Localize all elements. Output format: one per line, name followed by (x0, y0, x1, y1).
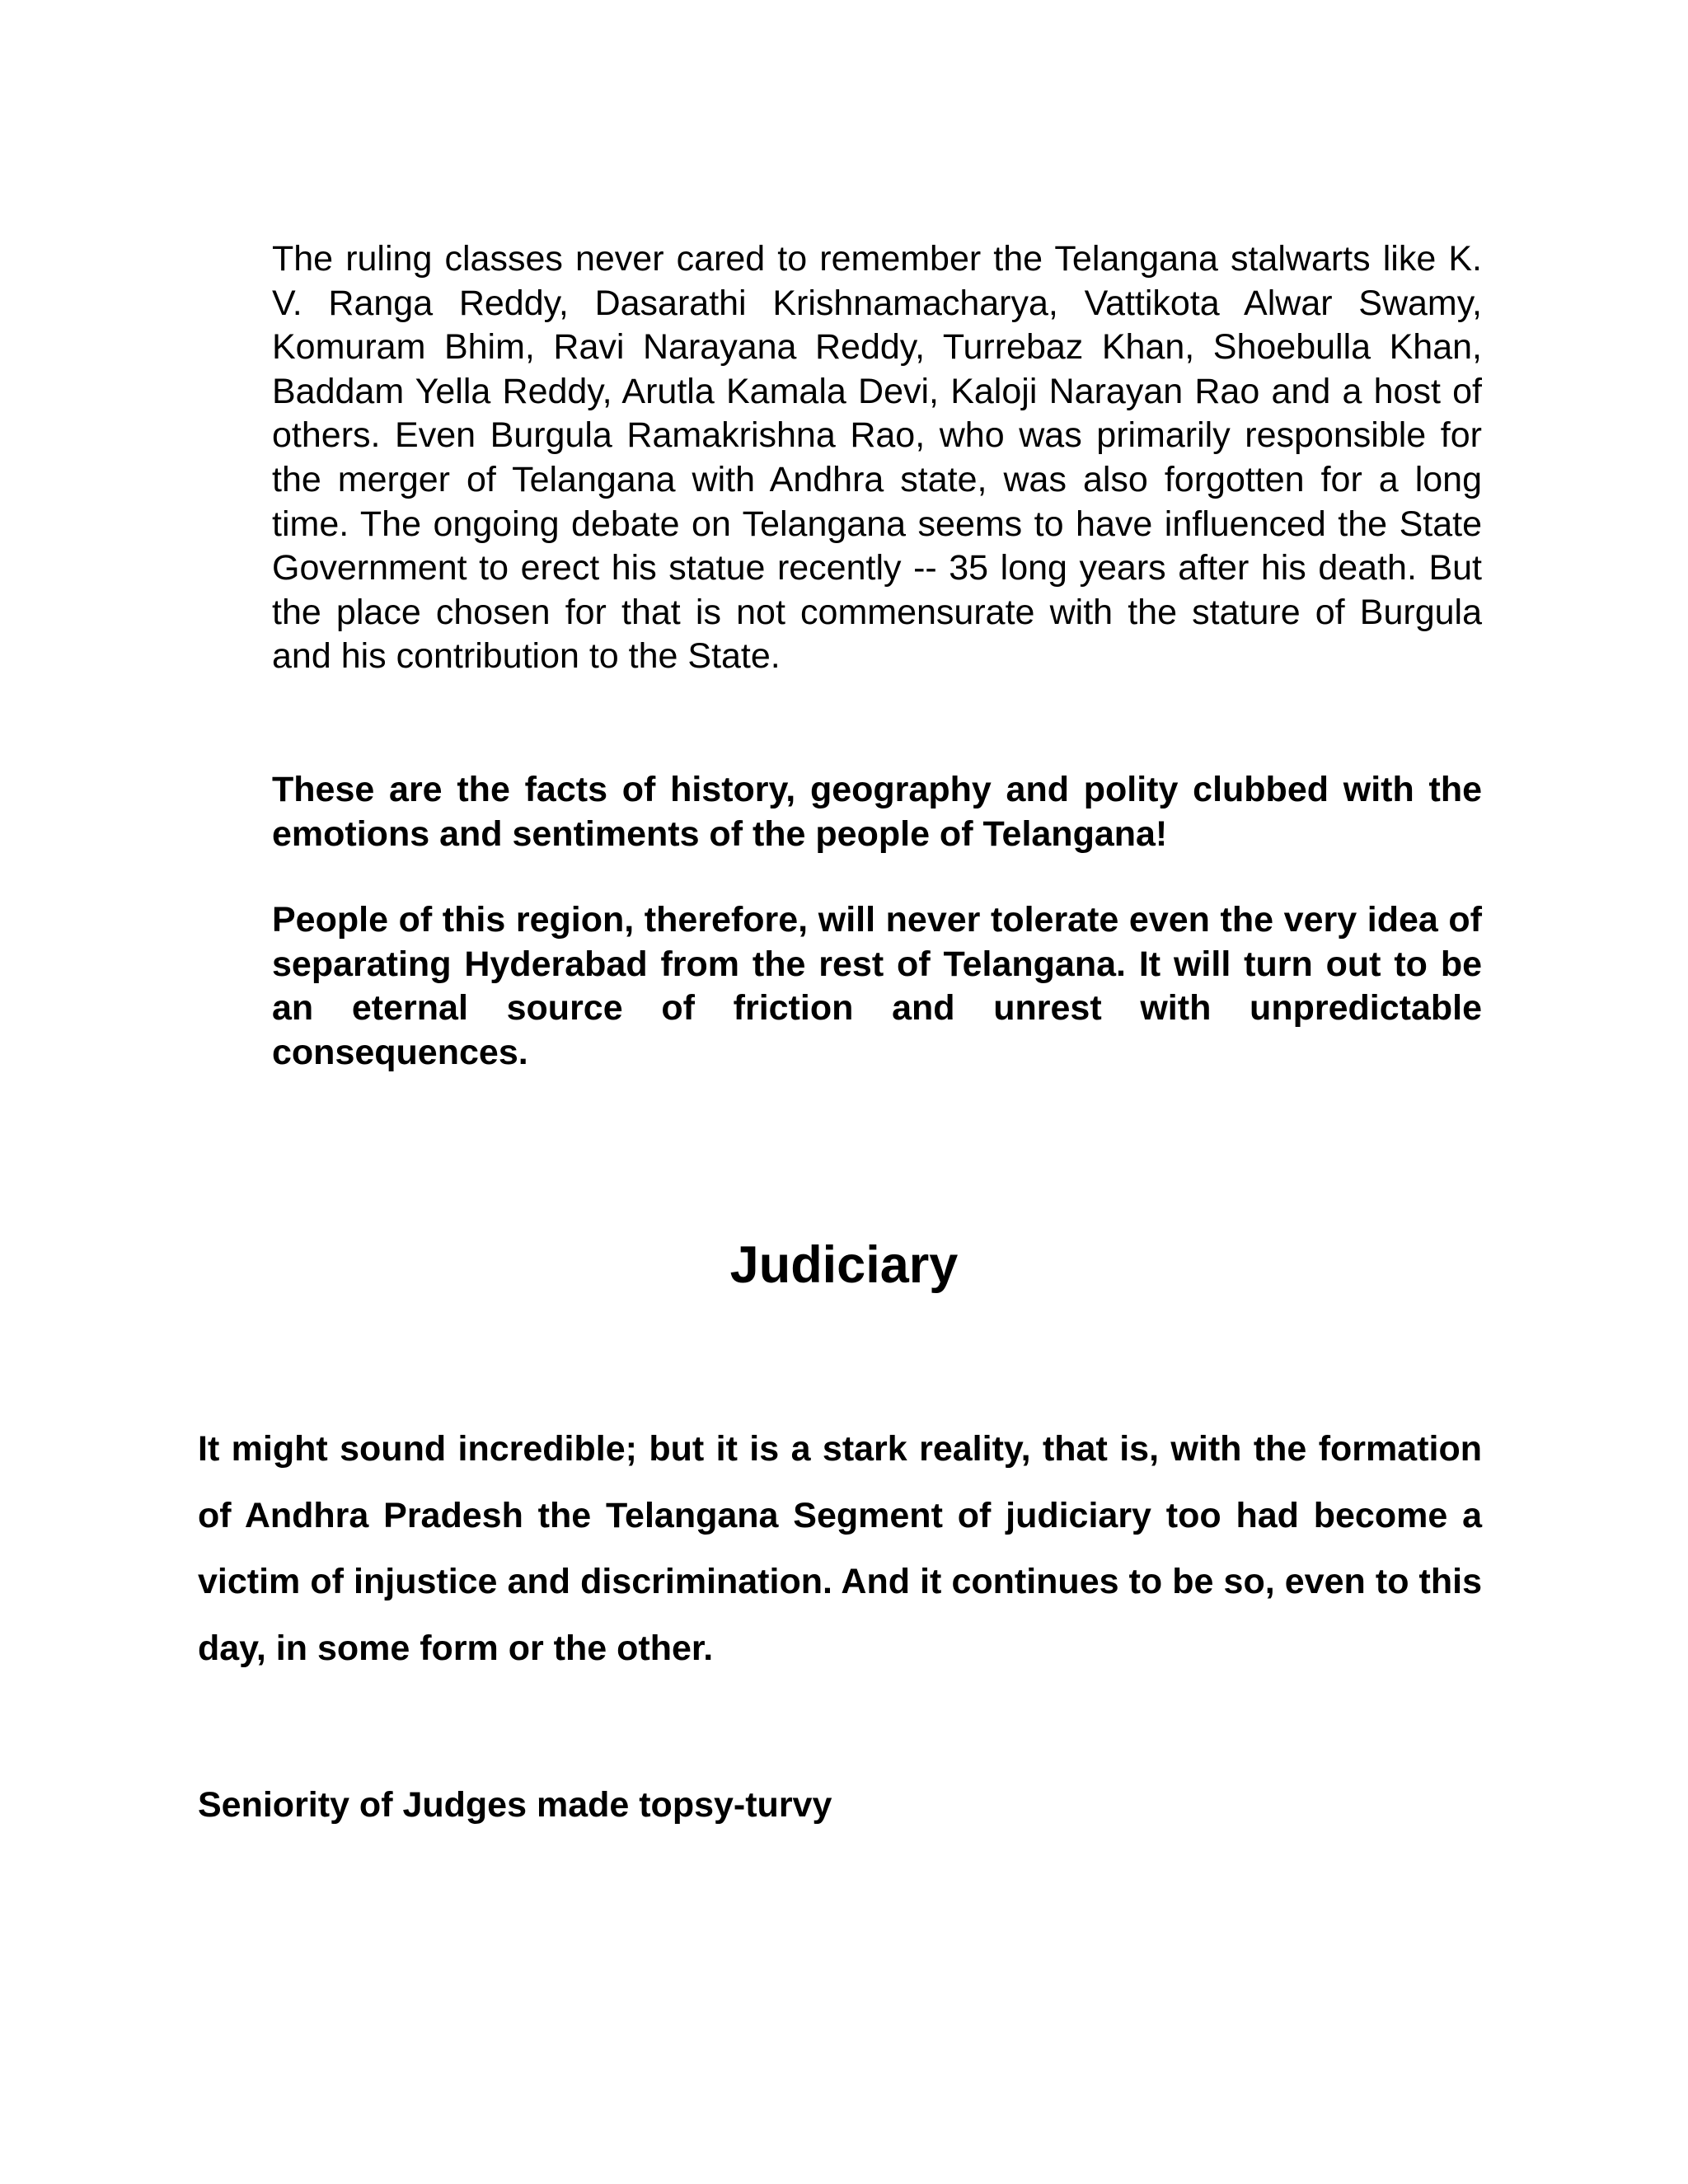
paragraph-judiciary-intro: It might sound incredible; but it is a stark reality, that is, with the formation of Andhra Pradesh the Telangana Segment of judiciary too had become a victim of injustice and discrimination. And it continues to be so, even to this day, in some form or the other. (198, 1429, 1482, 1668)
paragraph-facts: These are the facts of history, geography and polity clubbed with the emotions and sentiments of the people of Telangana! (272, 770, 1482, 854)
paragraph-stalwarts: The ruling classes never cared to remember the Telangana stalwarts like K. V. Ranga Reddy, Dasarathi Krishnamacharya, Vattikota Alwar Swamy, Komuram Bhim, Ravi Narayana Reddy, Turrebaz Khan, Shoebulla Khan, Baddam Yella Reddy, Arutla Kamala Devi, Kaloji Narayan Rao and a host of others. Even Burgula Ramakrishna Rao, who was primarily responsible for the merger of Telangana with Andhra state, was also forgotten for a long time. The ongoing debate on Telangana seems to have influenced the State Government to erect his statue recently -- 35 long years after his death. But the place chosen for that is not commensurate with the stature of Burgula and his contribution to the State. (272, 239, 1482, 677)
section-heading: Judiciary (729, 1236, 959, 1294)
subsection-heading: Seniority of Judges made topsy-turvy (198, 1785, 832, 1825)
paragraph-hyderabad: People of this region, therefore, will never tolerate even the very idea of separating Hyderabad from the rest of Telangana. It will turn out to be an eternal source of friction and unrest with unpredictable consequences. (272, 900, 1482, 1072)
